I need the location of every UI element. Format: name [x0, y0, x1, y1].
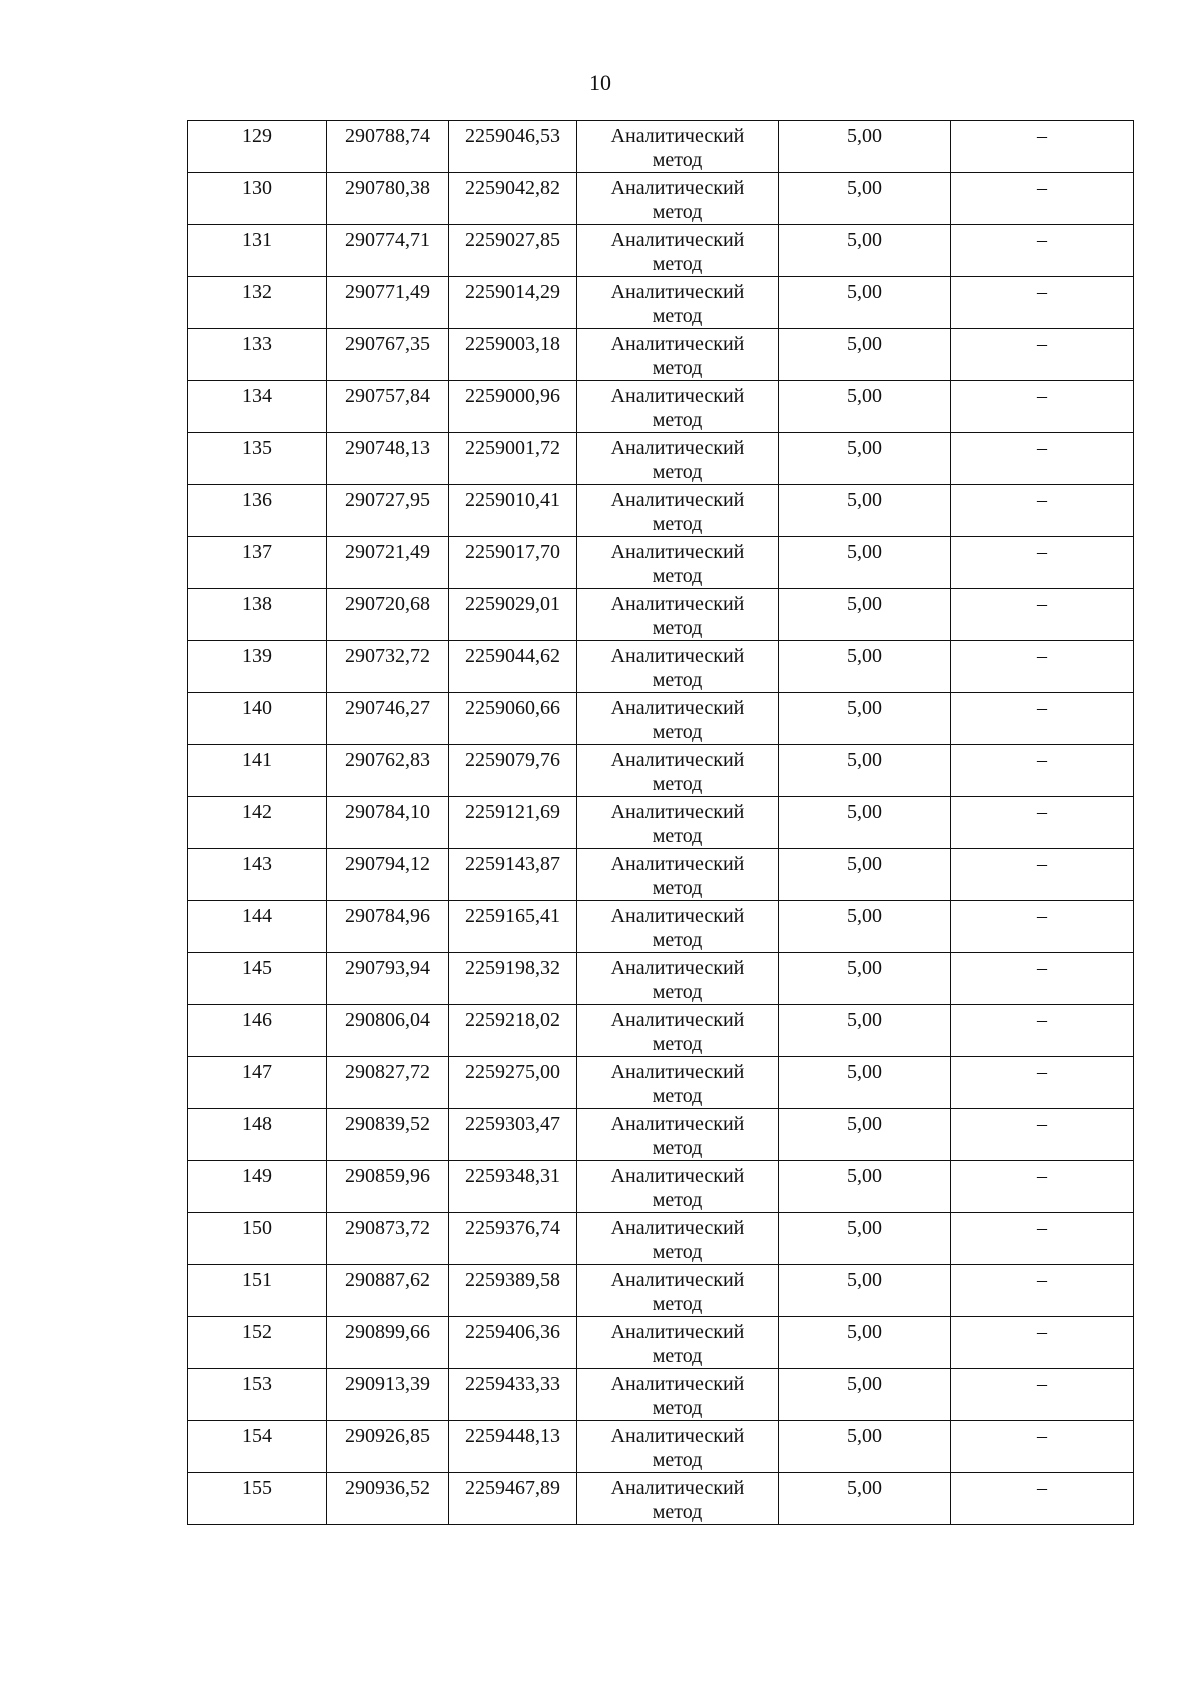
- table-row: [188, 901, 1134, 953]
- note-cell: –: [951, 1057, 1134, 1109]
- point-number-cell: 152: [188, 1317, 327, 1369]
- table-row: [188, 797, 1134, 849]
- method-cell: [577, 225, 779, 277]
- method-line-1: Аналитический: [610, 1113, 745, 1135]
- table-row: [188, 225, 1134, 277]
- accuracy-cell: 5,00: [779, 1213, 951, 1265]
- accuracy-cell: 5,00: [779, 173, 951, 225]
- point-number-cell: 146: [188, 1005, 327, 1057]
- method-line-1: Аналитический: [610, 229, 745, 251]
- method-line-1: Аналитический: [610, 853, 745, 875]
- x-coordinate-cell: 290913,39: [327, 1369, 449, 1421]
- table-row: [188, 173, 1134, 225]
- x-coordinate-cell: 290746,27: [327, 693, 449, 745]
- accuracy-cell: 5,00: [779, 1265, 951, 1317]
- x-coordinate-cell: 290774,71: [327, 225, 449, 277]
- method-line-1: Аналитический: [610, 1425, 745, 1447]
- accuracy-cell: 5,00: [779, 641, 951, 693]
- note-cell: –: [951, 329, 1134, 381]
- method-cell: [577, 1317, 779, 1369]
- x-coordinate-cell: 290793,94: [327, 953, 449, 1005]
- note-cell: –: [951, 745, 1134, 797]
- x-coordinate-cell: 290767,35: [327, 329, 449, 381]
- note-cell: –: [951, 849, 1134, 901]
- method-line-1: Аналитический: [610, 1217, 745, 1239]
- method-cell: [577, 329, 779, 381]
- note-cell: –: [951, 225, 1134, 277]
- table-row: [188, 485, 1134, 537]
- method-cell: [577, 901, 779, 953]
- method-cell: [577, 1421, 779, 1473]
- note-cell: –: [951, 277, 1134, 329]
- accuracy-cell: 5,00: [779, 1057, 951, 1109]
- note-cell: –: [951, 1161, 1134, 1213]
- table-row: [188, 693, 1134, 745]
- note-cell: –: [951, 381, 1134, 433]
- x-coordinate-cell: 290757,84: [327, 381, 449, 433]
- x-coordinate-cell: 290780,38: [327, 173, 449, 225]
- y-coordinate-cell: 2259014,29: [449, 277, 577, 329]
- x-coordinate-cell: 290887,62: [327, 1265, 449, 1317]
- method-cell: [577, 1057, 779, 1109]
- method-line-1: Аналитический: [610, 1269, 745, 1291]
- method-line-1: Аналитический: [610, 1321, 745, 1343]
- accuracy-cell: 5,00: [779, 1109, 951, 1161]
- accuracy-cell: 5,00: [779, 797, 951, 849]
- y-coordinate-cell: 2259000,96: [449, 381, 577, 433]
- method-line-1: Аналитический: [610, 489, 745, 511]
- x-coordinate-cell: 290720,68: [327, 589, 449, 641]
- point-number-cell: 150: [188, 1213, 327, 1265]
- note-cell: –: [951, 693, 1134, 745]
- x-coordinate-cell: 290732,72: [327, 641, 449, 693]
- method-line-2: метод: [652, 409, 703, 431]
- method-cell: [577, 537, 779, 589]
- point-number-cell: 141: [188, 745, 327, 797]
- y-coordinate-cell: 2259010,41: [449, 485, 577, 537]
- accuracy-cell: 5,00: [779, 1005, 951, 1057]
- method-line-2: метод: [652, 773, 703, 795]
- point-number-cell: 148: [188, 1109, 327, 1161]
- accuracy-cell: 5,00: [779, 589, 951, 641]
- accuracy-cell: 5,00: [779, 1421, 951, 1473]
- note-cell: –: [951, 1265, 1134, 1317]
- accuracy-cell: 5,00: [779, 277, 951, 329]
- x-coordinate-cell: 290839,52: [327, 1109, 449, 1161]
- method-cell: [577, 849, 779, 901]
- x-coordinate-cell: 290771,49: [327, 277, 449, 329]
- method-line-2: метод: [652, 825, 703, 847]
- y-coordinate-cell: 2259044,62: [449, 641, 577, 693]
- y-coordinate-cell: 2259198,32: [449, 953, 577, 1005]
- page-number: 10: [589, 70, 611, 95]
- accuracy-cell: 5,00: [779, 485, 951, 537]
- point-number-cell: 133: [188, 329, 327, 381]
- y-coordinate-cell: 2259389,58: [449, 1265, 577, 1317]
- table-row: [188, 1317, 1134, 1369]
- x-coordinate-cell: 290936,52: [327, 1473, 449, 1525]
- accuracy-cell: 5,00: [779, 121, 951, 173]
- y-coordinate-cell: 2259143,87: [449, 849, 577, 901]
- y-coordinate-cell: 2259348,31: [449, 1161, 577, 1213]
- note-cell: –: [951, 173, 1134, 225]
- table-row: [188, 1005, 1134, 1057]
- method-line-1: Аналитический: [610, 1061, 745, 1083]
- x-coordinate-cell: 290873,72: [327, 1213, 449, 1265]
- method-line-1: Аналитический: [610, 1009, 745, 1031]
- point-number-cell: 138: [188, 589, 327, 641]
- table-row: [188, 589, 1134, 641]
- method-line-1: Аналитический: [610, 281, 745, 303]
- method-line-2: метод: [652, 1137, 703, 1159]
- method-line-2: метод: [652, 357, 703, 379]
- point-number-cell: 143: [188, 849, 327, 901]
- note-cell: –: [951, 1317, 1134, 1369]
- method-cell: [577, 953, 779, 1005]
- note-cell: –: [951, 121, 1134, 173]
- x-coordinate-cell: 290784,10: [327, 797, 449, 849]
- accuracy-cell: 5,00: [779, 381, 951, 433]
- note-cell: –: [951, 1213, 1134, 1265]
- point-number-cell: 137: [188, 537, 327, 589]
- method-line-1: Аналитический: [610, 593, 745, 615]
- note-cell: –: [951, 1369, 1134, 1421]
- point-number-cell: 151: [188, 1265, 327, 1317]
- note-cell: –: [951, 537, 1134, 589]
- method-line-2: метод: [652, 461, 703, 483]
- table-row: [188, 121, 1134, 173]
- table-row: [188, 537, 1134, 589]
- note-cell: –: [951, 641, 1134, 693]
- point-number-cell: 132: [188, 277, 327, 329]
- method-line-2: метод: [652, 1345, 703, 1367]
- method-line-2: метод: [652, 1241, 703, 1263]
- accuracy-cell: 5,00: [779, 849, 951, 901]
- x-coordinate-cell: 290784,96: [327, 901, 449, 953]
- y-coordinate-cell: 2259003,18: [449, 329, 577, 381]
- coordinates-table-body: [188, 121, 1134, 1525]
- point-number-cell: 145: [188, 953, 327, 1005]
- y-coordinate-cell: 2259376,74: [449, 1213, 577, 1265]
- y-coordinate-cell: 2259303,47: [449, 1109, 577, 1161]
- x-coordinate-cell: 290794,12: [327, 849, 449, 901]
- x-coordinate-cell: 290788,74: [327, 121, 449, 173]
- method-cell: [577, 797, 779, 849]
- y-coordinate-cell: 2259275,00: [449, 1057, 577, 1109]
- note-cell: –: [951, 1005, 1134, 1057]
- y-coordinate-cell: 2259017,70: [449, 537, 577, 589]
- method-cell: [577, 1161, 779, 1213]
- table-row: [188, 641, 1134, 693]
- y-coordinate-cell: 2259060,66: [449, 693, 577, 745]
- y-coordinate-cell: 2259027,85: [449, 225, 577, 277]
- note-cell: –: [951, 1109, 1134, 1161]
- table-row: [188, 1109, 1134, 1161]
- method-cell: [577, 277, 779, 329]
- method-line-1: Аналитический: [610, 1477, 745, 1499]
- method-cell: [577, 485, 779, 537]
- method-cell: [577, 693, 779, 745]
- note-cell: –: [951, 901, 1134, 953]
- accuracy-cell: 5,00: [779, 901, 951, 953]
- table-row: [188, 1057, 1134, 1109]
- note-cell: –: [951, 1421, 1134, 1473]
- accuracy-cell: 5,00: [779, 329, 951, 381]
- method-cell: [577, 381, 779, 433]
- method-line-1: Аналитический: [610, 905, 745, 927]
- table-row: [188, 381, 1134, 433]
- accuracy-cell: 5,00: [779, 433, 951, 485]
- table-row: [188, 433, 1134, 485]
- table-row: [188, 277, 1134, 329]
- coordinates-table: [187, 120, 1134, 1525]
- point-number-cell: 155: [188, 1473, 327, 1525]
- method-line-2: метод: [652, 1189, 703, 1211]
- y-coordinate-cell: 2259433,33: [449, 1369, 577, 1421]
- method-line-1: Аналитический: [610, 697, 745, 719]
- accuracy-cell: 5,00: [779, 1369, 951, 1421]
- table-row: [188, 329, 1134, 381]
- method-line-2: метод: [652, 1501, 703, 1523]
- method-cell: [577, 1265, 779, 1317]
- method-cell: [577, 1369, 779, 1421]
- note-cell: –: [951, 953, 1134, 1005]
- accuracy-cell: 5,00: [779, 537, 951, 589]
- accuracy-cell: 5,00: [779, 1473, 951, 1525]
- method-line-2: метод: [652, 877, 703, 899]
- point-number-cell: 153: [188, 1369, 327, 1421]
- method-line-2: метод: [652, 1449, 703, 1471]
- method-line-1: Аналитический: [610, 645, 745, 667]
- point-number-cell: 130: [188, 173, 327, 225]
- method-cell: [577, 641, 779, 693]
- note-cell: –: [951, 797, 1134, 849]
- x-coordinate-cell: 290727,95: [327, 485, 449, 537]
- point-number-cell: 131: [188, 225, 327, 277]
- accuracy-cell: 5,00: [779, 1161, 951, 1213]
- accuracy-cell: 5,00: [779, 1317, 951, 1369]
- y-coordinate-cell: 2259121,69: [449, 797, 577, 849]
- method-line-2: метод: [652, 1397, 703, 1419]
- method-line-1: Аналитический: [610, 957, 745, 979]
- table-row: [188, 1161, 1134, 1213]
- method-cell: [577, 173, 779, 225]
- method-line-2: метод: [652, 565, 703, 587]
- method-line-2: метод: [652, 669, 703, 691]
- y-coordinate-cell: 2259046,53: [449, 121, 577, 173]
- note-cell: –: [951, 589, 1134, 641]
- method-line-2: метод: [652, 513, 703, 535]
- method-cell: [577, 1005, 779, 1057]
- note-cell: –: [951, 433, 1134, 485]
- method-line-1: Аналитический: [610, 801, 745, 823]
- method-line-2: метод: [652, 1085, 703, 1107]
- accuracy-cell: 5,00: [779, 225, 951, 277]
- point-number-cell: 139: [188, 641, 327, 693]
- note-cell: –: [951, 485, 1134, 537]
- method-cell: [577, 1473, 779, 1525]
- method-line-2: метод: [652, 305, 703, 327]
- table-row: [188, 1213, 1134, 1265]
- y-coordinate-cell: 2259079,76: [449, 745, 577, 797]
- table-row: [188, 953, 1134, 1005]
- point-number-cell: 142: [188, 797, 327, 849]
- method-line-2: метод: [652, 1033, 703, 1055]
- point-number-cell: 134: [188, 381, 327, 433]
- point-number-cell: 140: [188, 693, 327, 745]
- point-number-cell: 147: [188, 1057, 327, 1109]
- x-coordinate-cell: 290827,72: [327, 1057, 449, 1109]
- x-coordinate-cell: 290762,83: [327, 745, 449, 797]
- method-cell: [577, 589, 779, 641]
- point-number-cell: 129: [188, 121, 327, 173]
- method-cell: [577, 121, 779, 173]
- x-coordinate-cell: 290899,66: [327, 1317, 449, 1369]
- accuracy-cell: 5,00: [779, 745, 951, 797]
- method-line-2: метод: [652, 201, 703, 223]
- x-coordinate-cell: 290721,49: [327, 537, 449, 589]
- y-coordinate-cell: 2259029,01: [449, 589, 577, 641]
- method-cell: [577, 433, 779, 485]
- method-line-2: метод: [652, 929, 703, 951]
- x-coordinate-cell: 290748,13: [327, 433, 449, 485]
- method-line-1: Аналитический: [610, 1373, 745, 1395]
- method-line-2: метод: [652, 1293, 703, 1315]
- method-line-1: Аналитический: [610, 749, 745, 771]
- point-number-cell: 136: [188, 485, 327, 537]
- table-row: [188, 849, 1134, 901]
- point-number-cell: 135: [188, 433, 327, 485]
- point-number-cell: 154: [188, 1421, 327, 1473]
- method-line-1: Аналитический: [610, 437, 745, 459]
- method-cell: [577, 1213, 779, 1265]
- y-coordinate-cell: 2259218,02: [449, 1005, 577, 1057]
- method-line-1: Аналитический: [610, 385, 745, 407]
- table-row: [188, 745, 1134, 797]
- accuracy-cell: 5,00: [779, 693, 951, 745]
- note-cell: –: [951, 1473, 1134, 1525]
- x-coordinate-cell: 290926,85: [327, 1421, 449, 1473]
- method-line-2: метод: [652, 149, 703, 171]
- method-line-2: метод: [652, 721, 703, 743]
- y-coordinate-cell: 2259042,82: [449, 173, 577, 225]
- table-row: [188, 1265, 1134, 1317]
- method-line-1: Аналитический: [610, 333, 745, 355]
- method-line-1: Аналитический: [610, 125, 745, 147]
- y-coordinate-cell: 2259165,41: [449, 901, 577, 953]
- method-line-1: Аналитический: [610, 177, 745, 199]
- y-coordinate-cell: 2259467,89: [449, 1473, 577, 1525]
- y-coordinate-cell: 2259448,13: [449, 1421, 577, 1473]
- method-line-2: метод: [652, 617, 703, 639]
- point-number-cell: 144: [188, 901, 327, 953]
- y-coordinate-cell: 2259001,72: [449, 433, 577, 485]
- method-cell: [577, 745, 779, 797]
- method-cell: [577, 1109, 779, 1161]
- x-coordinate-cell: 290806,04: [327, 1005, 449, 1057]
- method-line-2: метод: [652, 253, 703, 275]
- x-coordinate-cell: 290859,96: [327, 1161, 449, 1213]
- y-coordinate-cell: 2259406,36: [449, 1317, 577, 1369]
- table-row: [188, 1473, 1134, 1525]
- point-number-cell: 149: [188, 1161, 327, 1213]
- method-line-1: Аналитический: [610, 541, 745, 563]
- table-row: [188, 1421, 1134, 1473]
- method-line-2: метод: [652, 981, 703, 1003]
- table-row: [188, 1369, 1134, 1421]
- accuracy-cell: 5,00: [779, 953, 951, 1005]
- method-line-1: Аналитический: [610, 1165, 745, 1187]
